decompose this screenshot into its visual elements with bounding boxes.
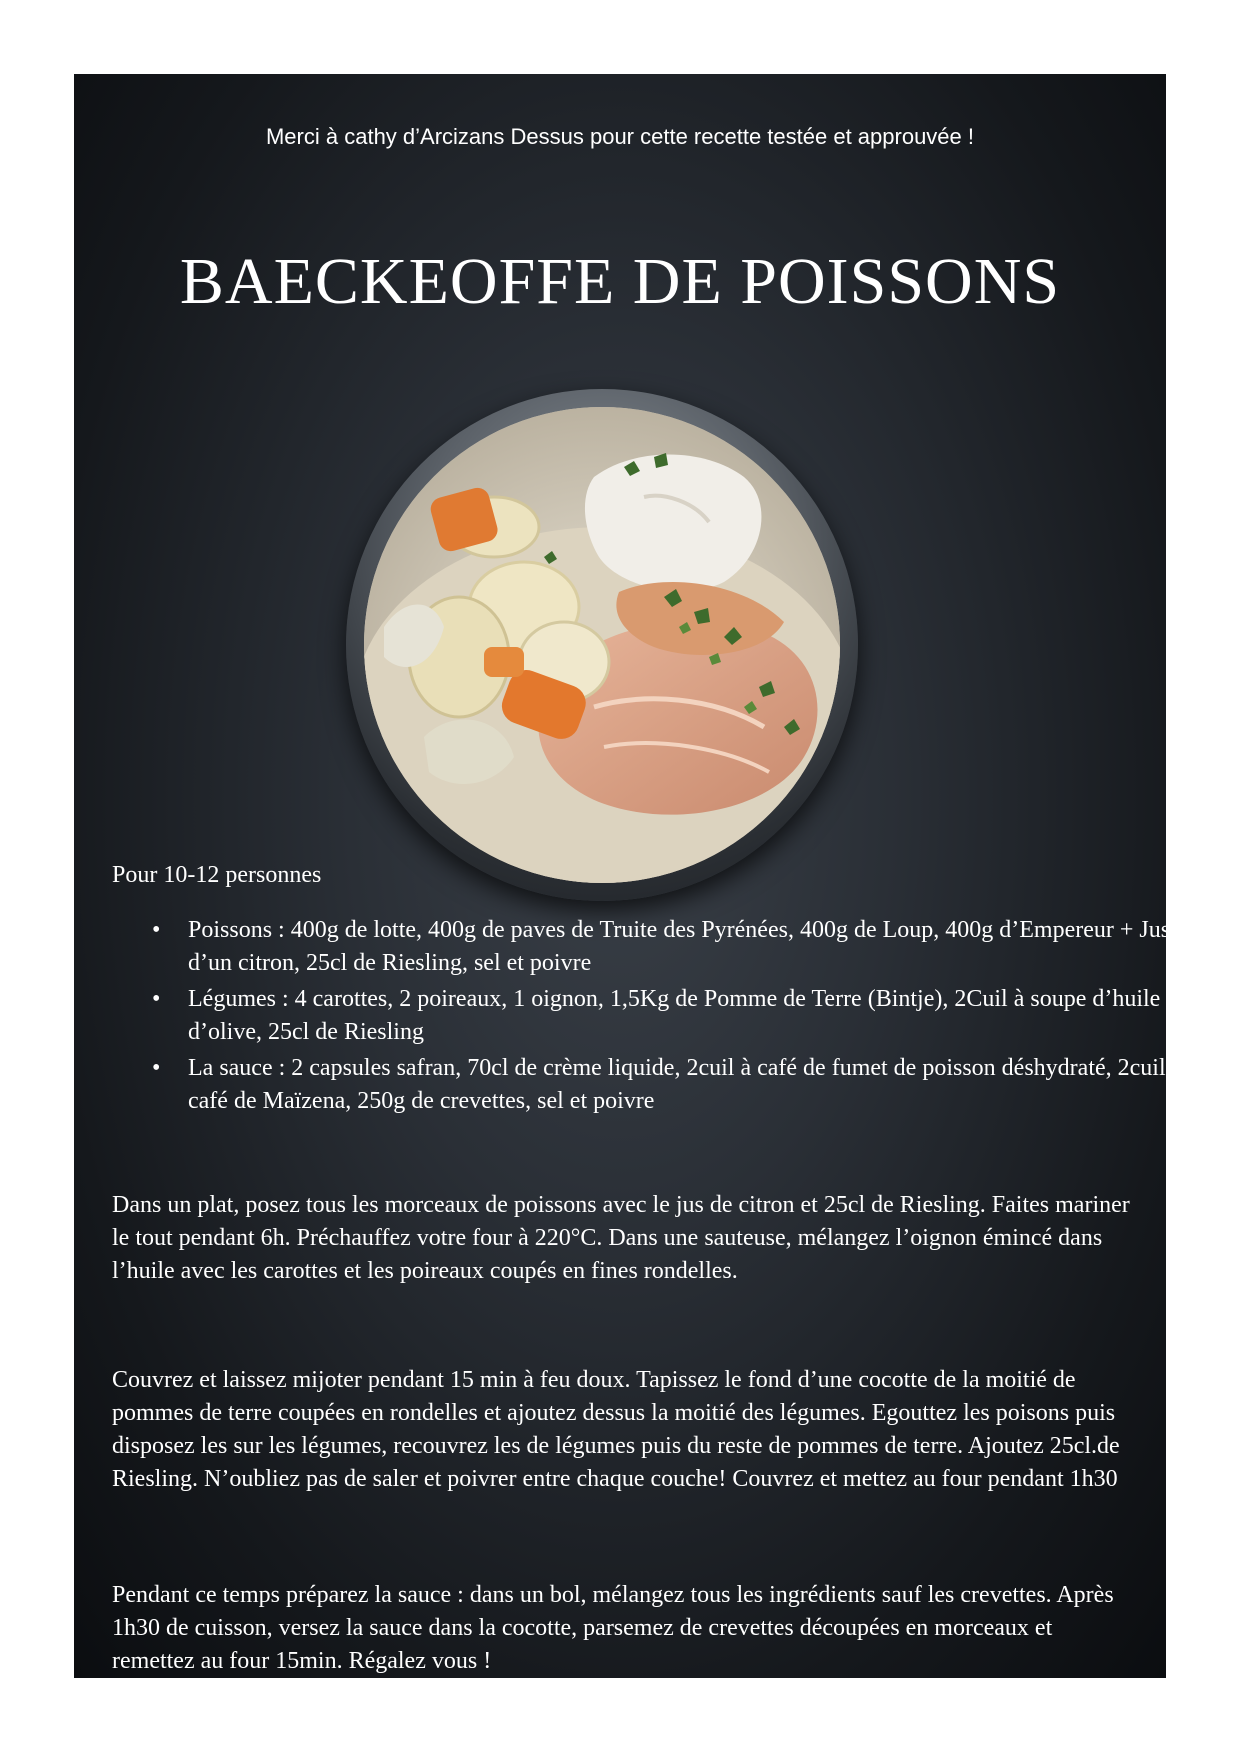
- ingredient-item: [152, 914, 1188, 980]
- bullet-icon: •: [152, 917, 161, 943]
- recipe-title: BAECKEOFFE DE POISSONS: [179, 245, 1061, 318]
- thanks-line: Merci à cathy d’Arcizans Dessus pour cette recette testée et approuvée !: [265, 124, 975, 149]
- servings-text: Pour 10-12 personnes: [112, 862, 322, 888]
- ingredient-text: Poissons : 400g de lotte, 400g de paves de Truite des Pyrénées, 400g de Loup, 400g d’Empereur + Jus d’un citron, 25cl de Riesling, sel et poivre: [188, 917, 1171, 976]
- ingredient-text: Légumes : 4 carottes, 2 poireaux, 1 oignon, 1,5Kg de Pomme de Terre (Bintje), 2Cuil à soupe d’huile d’olive, 25cl de Riesling: [188, 986, 1161, 1045]
- ingredient-item: [152, 1052, 1188, 1118]
- dish-photo-icon: [364, 407, 840, 883]
- bullet-icon: •: [152, 986, 161, 1012]
- bullet-icon: •: [152, 1055, 161, 1081]
- ingredient-item: [152, 983, 1188, 1049]
- recipe-card: [74, 74, 1183, 1678]
- ingredients-list: [144, 914, 1188, 1121]
- instruction-paragraph: Couvrez et laissez mijoter pendant 15 min à feu doux. Tapissez le fond d’une cocotte de la moitié de pommes de terre coupées en rondelles et ajoutez dessus la moitié des légumes. Egouttez les poisons puis disposez les sur les légumes, recouvrez les de légumes puis du reste de pommes de terre. Ajoutez 25cl.de Riesling. N’oubliez pas de saler et poivrer entre chaque couche! Couvrez et mettez au four pendant 1h30: [112, 1367, 1120, 1492]
- dish-illustration: [364, 407, 840, 883]
- ingredient-text: La sauce : 2 capsules safran, 70cl de crème liquide, 2cuil à café de fumet de poisson déshydraté, 2cuil à café de Maïzena, 250g de crevettes, sel et poivre: [188, 1055, 1183, 1114]
- instruction-paragraph: Dans un plat, posez tous les morceaux de poissons avec le jus de citron et 25cl de Riesling. Faites mariner le tout pendant 6h. Préchauffez votre four à 220°C. Dans une sauteuse, mélangez l’oignon émincé dans l’huile avec les carottes et les poireaux coupés en fines rondelles.: [112, 1192, 1130, 1284]
- instruction-paragraph: Pendant ce temps préparez la sauce : dans un bol, mélangez tous les ingrédients sauf les crevettes. Après 1h30 de cuisson, versez la sauce dans la cocotte, parsemez de crevettes découpées en morceaux et remettez au four 15min. Régalez vous !: [112, 1582, 1114, 1674]
